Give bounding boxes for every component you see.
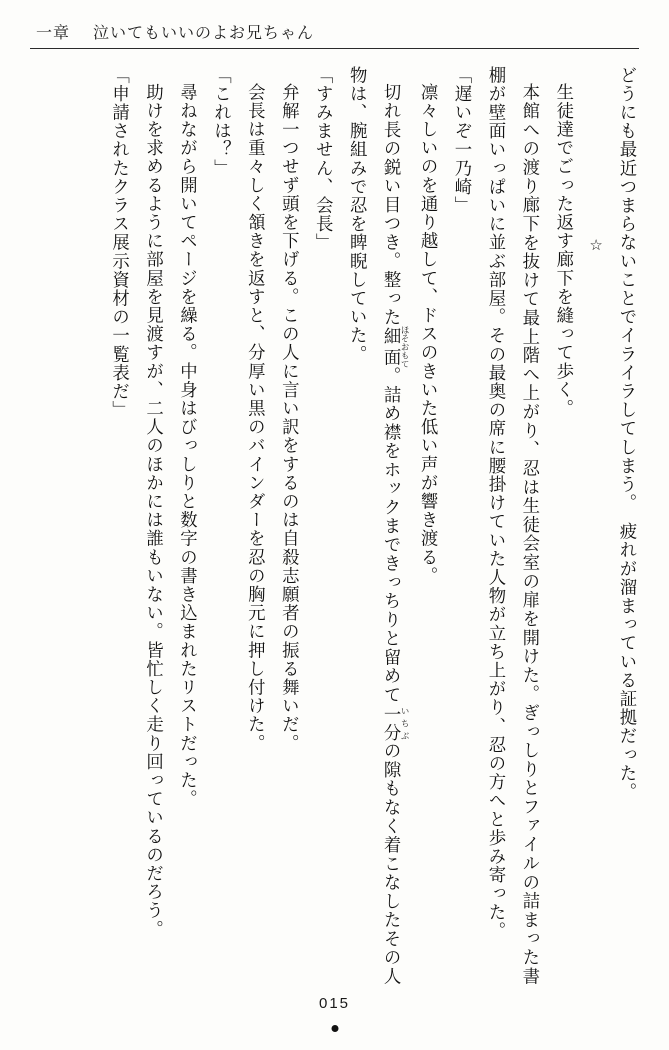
paragraph: 本館への渡り廊下を抜けて最上階へ上がり、忍は生徒会室の扉を開けた。ぎっしりとファイルの詰まった書棚が壁面いっぱいに並ぶ部屋。その最奥の席に腰掛けていた人物が立ち上がり、忍の方へと歩み寄った。 (485, 66, 540, 986)
dialogue-line: 「これは？」 (211, 66, 232, 178)
dialogue-line: 「遅いぞ一乃崎」 (452, 66, 472, 215)
paragraph: どうにも最近つまらないことでイライラしてしまう。 疲れが溜まっている証拠だった。 (617, 66, 637, 802)
dialogue-line: 「すみません、会長」 (313, 66, 334, 252)
running-header (36, 20, 633, 43)
paragraph: 尋ねながら開いてページを繰る。中身はびっしりと数字の書き込まれたリストだった。 (177, 83, 198, 809)
paragraph: 会長は重々しく頷きを返すと、分厚い黒のバインダーを忍の胸元に押し付けた。 (245, 83, 266, 753)
paragraph: 弁解一つせず頭を下げる。この人に言い訳をするのは自殺志願者の振る舞いだ。 (279, 83, 300, 753)
scene-break-symbol: ☆ (587, 236, 604, 256)
page-number: 015 (318, 995, 351, 1012)
dialogue-line: 「申請されたクラス展示資材の一覧表だ」 (109, 66, 130, 420)
page-body-text (26, 66, 643, 986)
paragraph: 凛々しいのを通り越して、ドスのきいた低い声が響き渡る。 (418, 83, 439, 586)
paragraph: 生徒達でごった返す廊下を縫って歩く。 (553, 83, 574, 419)
header-divider (30, 48, 639, 49)
folio-dot-ornament (331, 1025, 338, 1032)
paragraph: 助けを求めるように部屋を見渡すが、二人のほかには誰もいない。皆忙しく走り回っているのだろう。 (143, 83, 164, 939)
paragraph: 切れ長の鋭い目つき。整った細面 ほそおもて。詰め襟をホックまできっちりと留めて一分 いちぶの隙もなく着こなしたその人物は、腕組みで忍を睥睨していた。 (347, 66, 411, 986)
chapter-number: 一章 (36, 25, 71, 42)
chapter-title: 泣いてもいいのよお兄ちゃん (93, 25, 315, 42)
